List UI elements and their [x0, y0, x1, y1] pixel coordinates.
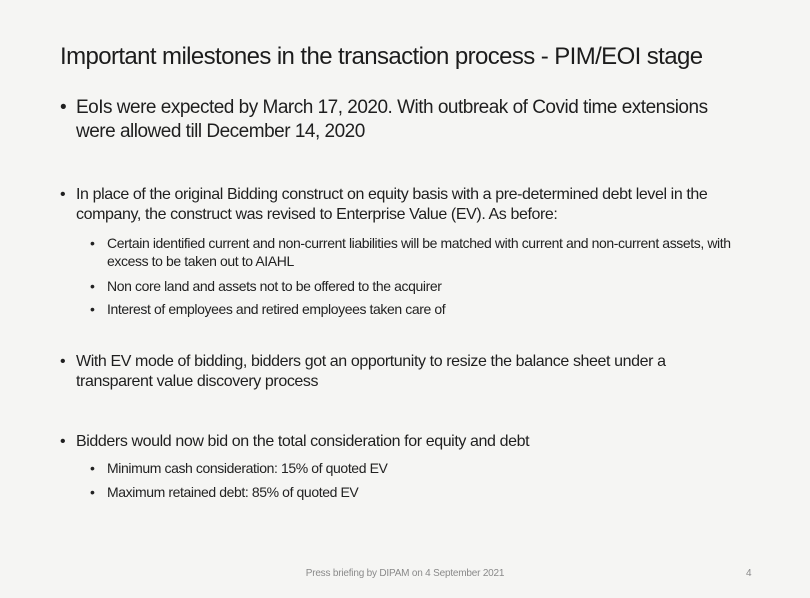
sub-bullet-text: Maximum retained debt: 85% of quoted EV	[107, 484, 359, 500]
sub-bullet-employees	[90, 300, 740, 318]
sub-bullet-marker: •	[90, 301, 95, 317]
sub-bullet-text: Certain identified current and non-current liabilities will be matched with current and non-current assets, with excess to be taken out to AIAHL	[107, 235, 731, 269]
bullet-marker: •	[60, 97, 67, 118]
bullet-text: EoIs were expected by March 17, 2020. With outbreak of Covid time extensions were allowed till December 14, 2020	[76, 97, 708, 142]
sub-bullet-text: Interest of employees and retired employees taken care of	[107, 301, 446, 317]
bullet-text: Bidders would now bid on the total consideration for equity and debt	[76, 433, 530, 450]
bullet-total-consideration	[60, 432, 740, 452]
sub-bullet-text: Minimum cash consideration: 15% of quoted EV	[107, 460, 388, 476]
bullet-marker: •	[60, 353, 66, 370]
slide-title: Important milestones in the transaction process - PIM/EOI stage	[60, 43, 703, 70]
sub-bullet-marker: •	[90, 460, 95, 476]
bullet-eoi-deadline	[60, 96, 740, 144]
sub-bullet-marker: •	[90, 278, 95, 294]
sub-bullet-marker: •	[90, 484, 95, 500]
bullet-text: In place of the original Bidding construct on equity basis with a pre-determined debt level in the company, the construct was revised to Enterprise Value (EV). As before:	[76, 186, 708, 223]
bullet-ev-mode	[60, 352, 740, 392]
bullet-marker: •	[60, 186, 66, 203]
sub-bullet-max-debt	[90, 483, 740, 501]
bullet-text: With EV mode of bidding, bidders got an opportunity to resize the balance sheet under a transparent value discovery process	[76, 353, 666, 390]
sub-bullet-non-core-land	[90, 277, 740, 295]
bullet-marker: •	[60, 433, 66, 450]
sub-bullet-text: Non core land and assets not to be offered to the acquirer	[107, 278, 442, 294]
sub-bullet-min-cash	[90, 459, 740, 477]
sub-bullet-marker: •	[90, 235, 95, 251]
bullet-bidding-construct	[60, 185, 740, 225]
page-number: 4	[746, 568, 752, 579]
sub-bullet-liabilities	[90, 234, 740, 270]
slide-footer: Press briefing by DIPAM on 4 September 2021	[305, 568, 505, 579]
